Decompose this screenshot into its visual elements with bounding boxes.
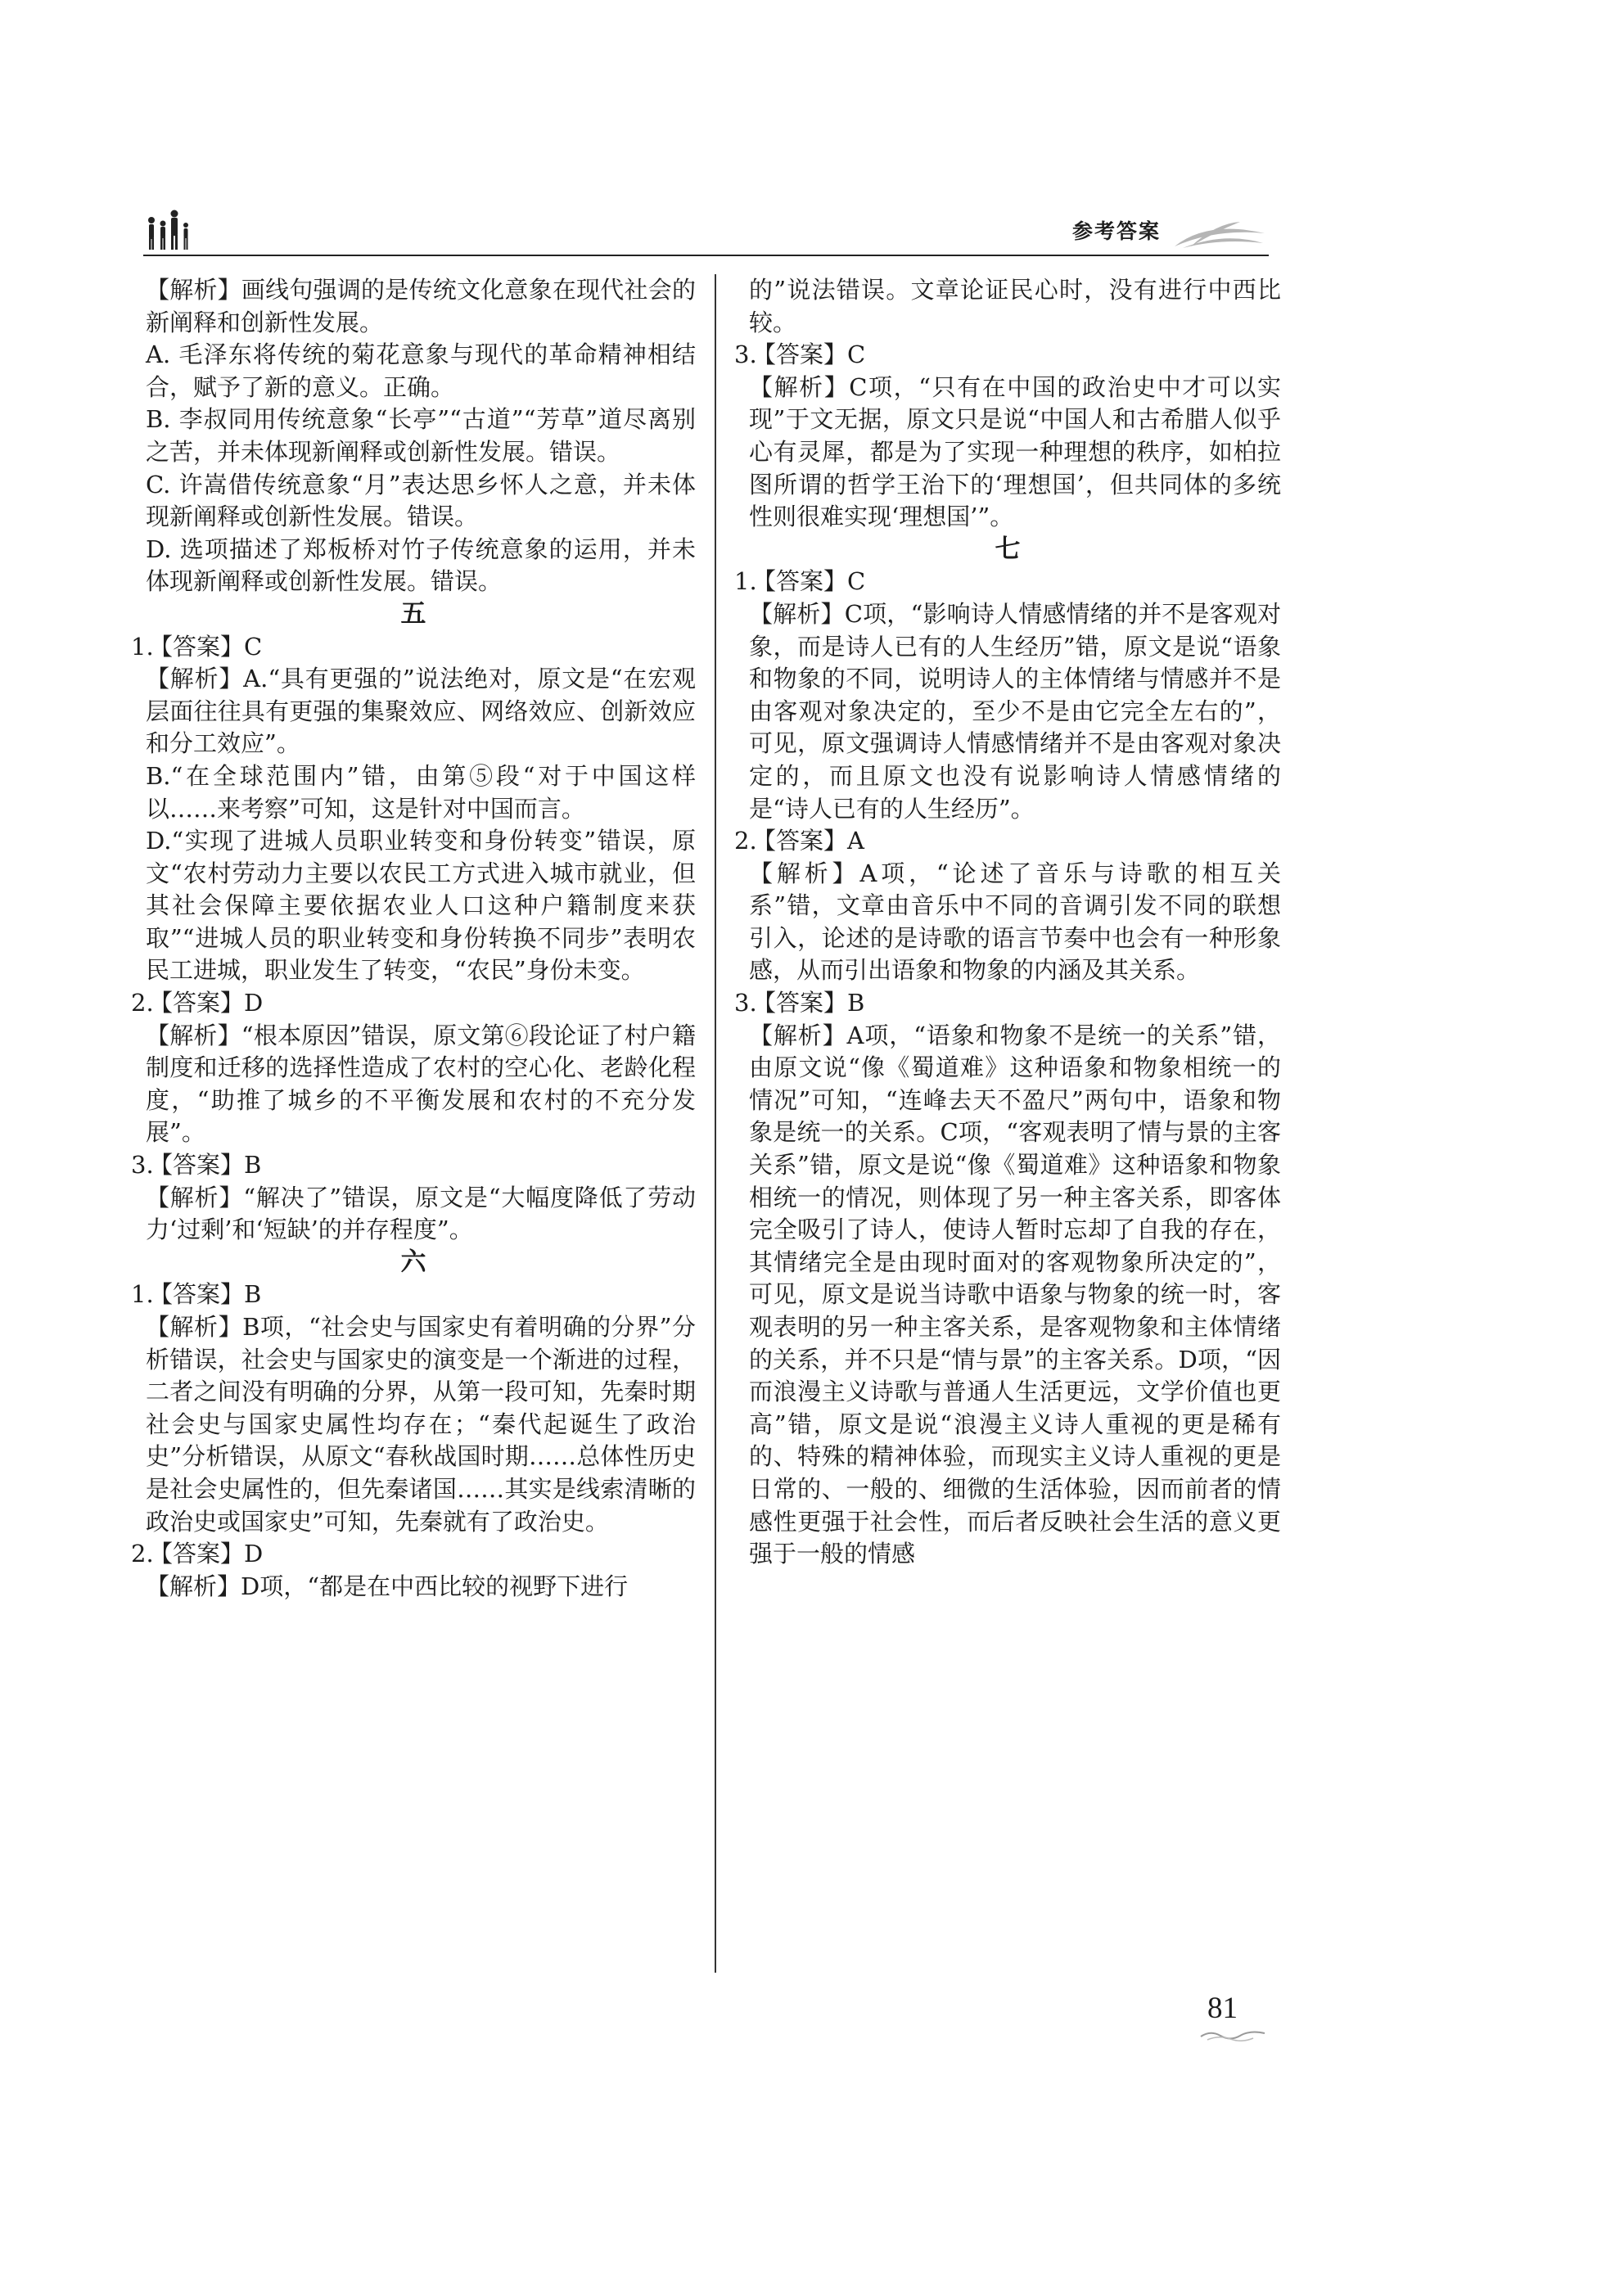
explanation-paragraph: 【解析】D项，“都是在中西比较的视野下进行 xyxy=(146,1572,629,1600)
answer-text: 【答案】B xyxy=(149,1151,262,1180)
section-heading: 七 xyxy=(995,534,1021,564)
explanation-paragraph: 【解析】“解决了”错误，原文是“大幅度降低了劳动力‘过剩’和‘短缺’的并存程度”。 xyxy=(146,1183,696,1244)
question-number: 2. xyxy=(131,1540,154,1568)
section-heading: 五 xyxy=(400,598,426,629)
question-number: 3. xyxy=(734,341,757,369)
explanation-paragraph: 【解析】A项，“语象和物象不是统一的关系”错，由原文说“像《蜀道难》这种语象和物象相统一的情况”可知，“连峰去天不盈尺”两句中，语象和物象是统一的关系。C项，“客观表明了情与景的主客关系”错，原文是说“像《蜀道难》这种语象和物象相统一的情况，则体现了另一种主客关系，即客体完全吸引了诗人，使诗人暂时忘却了自我的存在，其情绪完全是由现时面对的客观物象所决定的”，可见，原文是说当诗歌中语象与物象的统一时，客观表明的另一种主客关系，是客观物象和主体情绪的关系，并不只是“情与景”的主客关系。D项，“因而浪漫主义诗歌与普通人生活更远，文学价值也更高”错，原文是说“浪漫主义诗人重视的更是稀有的、特殊的精神体验，而现实主义诗人重视的更是日常的、一般的、细微的生活体验，因而前者的情感性更强于社会性，而后者反映社会生活的意义更强于一般的情感 xyxy=(749,1021,1281,1568)
answer-text: 【答案】D xyxy=(149,1540,264,1568)
answer-text: 【答案】A xyxy=(752,827,864,855)
explanation-paragraph: C. 许嵩借传统意象“月”表达思乡怀人之意，并未体现新阐释或创新性发展。错误。 xyxy=(146,470,696,531)
header-rule xyxy=(143,255,1269,256)
question-number: 2. xyxy=(734,827,757,855)
answer-text: 【答案】B xyxy=(752,989,865,1017)
answer-line xyxy=(734,987,1281,1020)
question-number: 1. xyxy=(131,632,154,661)
explanation-paragraph: D.“实现了进城人员职业转变和身份转变”错误，原文“农村劳动力主要以农民工方式进入城市就业，但其社会保障主要依据农业人口这种户籍制度来获取”“进城人员的职业转变和身份转换不同步”表明农民工进城，职业发生了转变，“农民”身份未变。 xyxy=(146,827,696,985)
answer-line xyxy=(131,631,696,664)
explanation-paragraph: 的”说法错误。文章论证民心时，没有进行中西比较。 xyxy=(749,276,1281,336)
answer-line xyxy=(734,825,1281,858)
explanation-paragraph: A. 毛泽东将传统的菊花意象与现代的革命精神相结合，赋予了新的意义。正确。 xyxy=(146,341,696,401)
column-divider xyxy=(715,274,716,1973)
explanation-paragraph: B.“在全球范围内”错，由第⑤段“对于中国这样以……来考察”可知，这是针对中国而言。 xyxy=(146,761,696,823)
explanation-paragraph: 【解析】A项，“论述了音乐与诗歌的相互关系”错，文章由音乐中不同的音调引发不同的联想引入，论述的是诗歌的语言节奏中也会有一种形象感，从而引出语象和物象的内涵及其关系。 xyxy=(749,859,1281,985)
family-silhouette-icon xyxy=(143,209,209,251)
question-number: 2. xyxy=(131,989,154,1017)
explanation-paragraph: B. 李叔同用传统意象“长亭”“古道”“芳草”道尽离别之苦，并未体现新阐释或创新性发展。错误。 xyxy=(146,405,696,466)
explanation-paragraph: 【解析】画线句强调的是传统文化意象在现代社会的新阐释和创新性发展。 xyxy=(146,276,696,336)
answer-text: 【答案】C xyxy=(752,341,866,369)
explanation-paragraph: 【解析】C项，“影响诗人情感情绪的并不是客观对象，而是诗人已有的人生经历”错，原文是说“语象和物象的不同，说明诗人的主体情绪与情感并不是由客观对象决定的，至少不是由它完全左右的”，可见，原文强调诗人情感情绪并不是由客观对象决定的，而且原文也没有说影响诗人情感情绪的是“诗人已有的人生经历”。 xyxy=(749,599,1281,823)
answer-line xyxy=(131,987,696,1020)
right-column xyxy=(734,274,1281,1571)
explanation-paragraph: D. 选项描述了郑板桥对竹子传统意象的运用，并未体现新阐释或创新性发展。错误。 xyxy=(146,535,696,596)
answer-line xyxy=(131,1149,696,1182)
explanation-paragraph: 【解析】A.“具有更强的”说法绝对，原文是“在宏观层面往往具有更强的集聚效应、网络效应、创新效应和分工效应”。 xyxy=(146,665,696,758)
page-number: 81 xyxy=(1207,1992,1238,2025)
question-number: 1. xyxy=(131,1280,154,1309)
question-number: 3. xyxy=(734,989,757,1017)
question-number: 1. xyxy=(734,567,757,596)
explanation-paragraph: 【解析】C项，“只有在中国的政治史中才可以实现”于文无据，原文只是说“中国人和古希腊人似乎心有灵犀，都是为了实现一种理想的秩序，如柏拉图所谓的哲学王治下的‘理想国’，但共同体的多统性则很难实现‘理想国’”。 xyxy=(749,372,1281,531)
answer-text: 【答案】C xyxy=(149,632,263,661)
answer-line xyxy=(734,566,1281,598)
explanation-paragraph: 【解析】“根本原因”错误，原文第⑥段论证了村户籍制度和迁移的选择性造成了农村的空心化、老龄化程度，“助推了城乡的不平衡发展和农村的不充分发展”。 xyxy=(146,1021,696,1147)
page-header xyxy=(143,209,1269,258)
left-column xyxy=(131,274,696,1603)
answer-line xyxy=(131,1538,696,1571)
explanation-paragraph: 【解析】B项，“社会史与国家史有着明确的分界”分析错误，社会史与国家史的演变是一个渐进的过程，二者之间没有明确的分界，从第一段可知，先秦时期社会史与国家史属性均存在；“秦代起诞生了政治史”分析错误，从原文“春秋战国时期……总体性历史是社会史属性的，但先秦诸国……其实是线索清晰的政治史或国家史”可知，先秦就有了政治史。 xyxy=(146,1313,696,1536)
answer-text: 【答案】D xyxy=(149,989,264,1017)
leaf-ornament-icon xyxy=(1166,217,1269,250)
section-heading: 六 xyxy=(400,1247,426,1277)
answer-text: 【答案】B xyxy=(149,1280,262,1309)
answer-line xyxy=(131,1279,696,1311)
header-title: 参考答案 xyxy=(1072,219,1162,243)
answer-line xyxy=(734,339,1281,372)
wave-ornament-icon xyxy=(1199,2028,1266,2041)
question-number: 3. xyxy=(131,1151,154,1180)
answer-text: 【答案】C xyxy=(752,567,866,596)
